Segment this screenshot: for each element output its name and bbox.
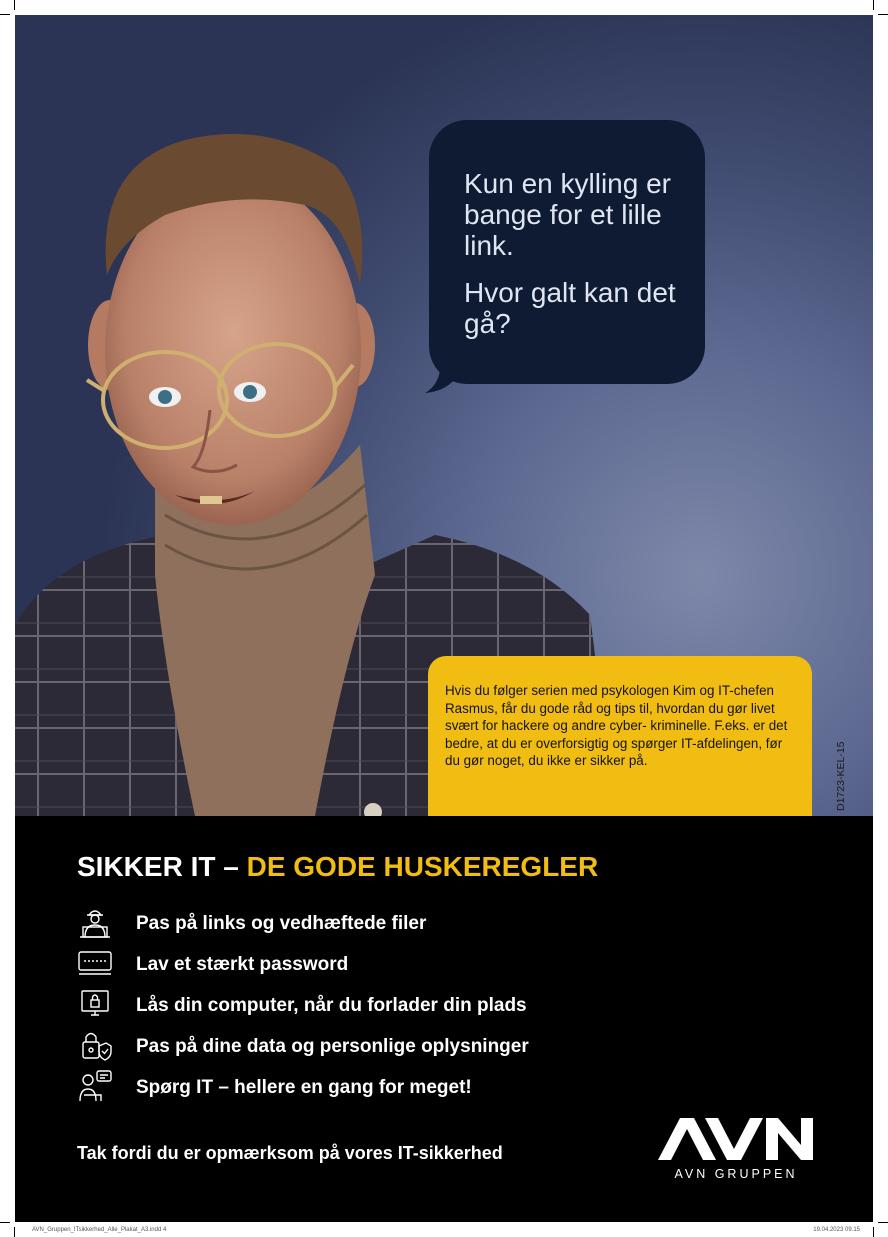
crop-mark <box>0 14 10 15</box>
crop-mark <box>878 14 888 15</box>
support-chat-icon <box>77 1069 113 1103</box>
rule-label: Pas på links og vedhæftede filer <box>136 913 427 934</box>
padlock-shield-icon <box>77 1028 113 1062</box>
rules-list <box>77 903 677 1108</box>
rule-label: Pas på dine data og personlige oplysninger <box>136 1036 529 1057</box>
rule-label: Spørg IT – hellere en gang for meget! <box>136 1077 472 1098</box>
crop-mark <box>873 0 874 10</box>
crop-mark <box>14 0 15 10</box>
speech-line-2: Hvor galt kan det gå? <box>464 277 676 339</box>
speech-line-1: Kun en kylling er bange for et lille link. <box>464 168 672 261</box>
crop-mark <box>0 1222 10 1223</box>
heading-part-1: SIKKER IT – <box>77 851 247 882</box>
password-keyboard-icon <box>77 946 113 980</box>
side-code: D1723-KEL-15 <box>835 741 847 811</box>
logo-subtitle: AVN GRUPPEN <box>674 1167 798 1181</box>
rule-item <box>77 985 677 1026</box>
heading-part-2: DE GODE HUSKEREGLER <box>246 851 599 882</box>
print-slug-left: AVN_Gruppen_ITsikkerhed_Alle_Plakat_A3.indd 4 <box>32 1227 167 1233</box>
rule-item <box>77 944 677 985</box>
hero-section <box>15 15 873 816</box>
crop-mark <box>14 1227 15 1237</box>
rules-heading <box>77 851 598 883</box>
rule-item <box>77 903 677 944</box>
crop-mark <box>878 1222 888 1223</box>
info-text: Hvis du følger serien med psykologen Kim og IT-chefen Rasmus, får du gode råd og tips til, hvordan du gør livet svært for hackere og andre cyber- kriminelle. F.eks. er det bedre, at du er overforsigtig og spørger IT-afdelingen, før du gør noget, du ikke er sikker på. <box>445 683 788 769</box>
speech-bubble <box>429 120 705 384</box>
rule-label: Lås din computer, når du forlader din plads <box>136 995 527 1016</box>
rule-item <box>77 1067 677 1108</box>
locked-monitor-icon <box>77 987 113 1021</box>
rule-item <box>77 1026 677 1067</box>
rule-label: Lav et stærkt password <box>136 954 349 975</box>
thanks-text: Tak fordi du er opmærksom på vores IT-sikkerhed <box>77 1143 503 1163</box>
info-box <box>428 656 812 816</box>
poster <box>15 15 873 1222</box>
hacker-laptop-icon <box>77 905 113 939</box>
crop-mark <box>873 1227 874 1237</box>
print-slug-right: 19.04.2023 09.15 <box>813 1227 860 1233</box>
